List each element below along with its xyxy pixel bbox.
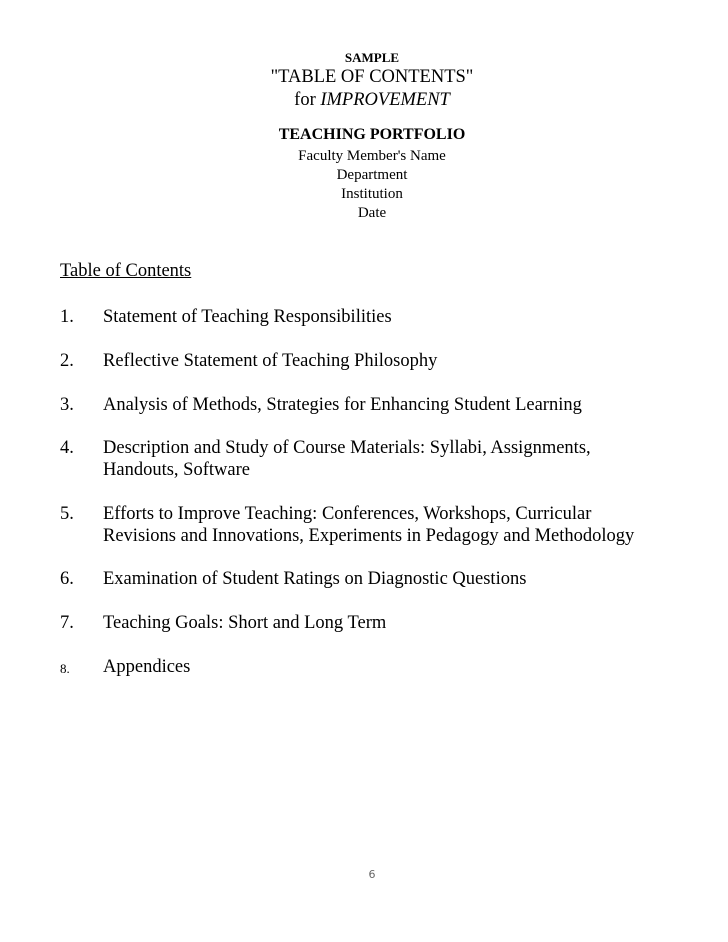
toc-item-line1: Description and Study of Course Materials: Syllabi, Assignments, [103, 438, 591, 458]
toc-item-text: Examination of Student Ratings on Diagnostic Questions [103, 569, 527, 589]
portfolio-title: TEACHING PORTFOLIO [278, 126, 466, 143]
toc-item-line2: Revisions and Innovations, Experiments in Pedagogy and Methodology [103, 526, 635, 546]
toc-item-text: Appendices [103, 657, 191, 677]
toc-item-number: 7. [60, 613, 74, 633]
toc-item-text: Reflective Statement of Teaching Philosophy [103, 351, 438, 371]
department: Department [336, 167, 408, 183]
toc-item-text: Statement of Teaching Responsibilities [103, 307, 392, 327]
date: Date [357, 205, 387, 221]
toc-item-number: 2. [60, 351, 74, 371]
toc-item-number: 1. [60, 307, 74, 327]
for-prefix: for [294, 90, 316, 110]
toc-item-number: 6. [60, 569, 74, 589]
toc-item-text: Teaching Goals: Short and Long Term [103, 613, 387, 633]
faculty-name: Faculty Member's Name [298, 148, 446, 164]
toc-item-text [103, 437, 703, 481]
document-title: "TABLE OF CONTENTS" [270, 67, 474, 87]
institution: Institution [341, 186, 403, 202]
toc-heading: Table of Contents [60, 261, 192, 281]
toc-item-text: Analysis of Methods, Strategies for Enhancing Student Learning [103, 395, 582, 415]
sample-label: SAMPLE [344, 50, 400, 65]
toc-item-line2: Handouts, Software [103, 460, 250, 480]
toc-item-line1: Efforts to Improve Teaching: Conferences, Workshops, Curricular [103, 504, 592, 524]
page-number: 6 [368, 868, 376, 881]
document-subtitle [0, 89, 728, 111]
toc-item-number: 5. [60, 504, 74, 524]
toc-item-number: 8. [60, 661, 70, 676]
toc-item-number: 3. [60, 395, 74, 415]
for-emphasis: IMPROVEMENT [320, 90, 450, 110]
toc-item-text [103, 503, 703, 547]
toc-item-number: 4. [60, 438, 74, 458]
